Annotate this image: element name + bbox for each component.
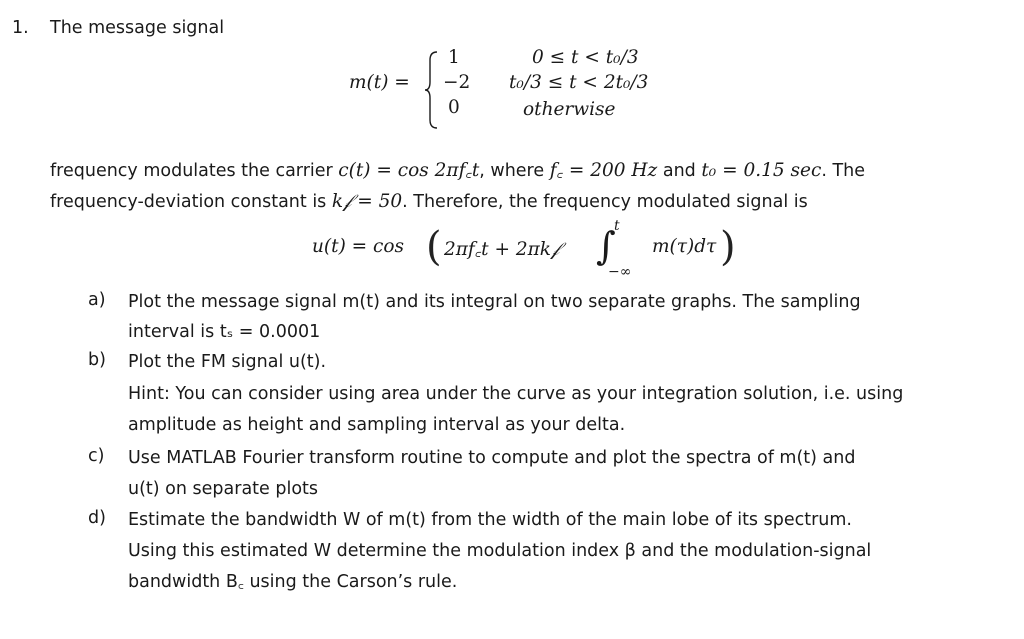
part-c-label: c)	[88, 446, 105, 466]
part-a-label: a)	[88, 290, 106, 310]
part-a-line-2: interval is tₛ = 0.0001	[128, 322, 321, 342]
t0-equation: t₀ = 0.15 sec	[701, 160, 822, 181]
fm-argument: 2πf꜀t + 2πk𝒻	[444, 239, 560, 260]
part-d-label: d)	[88, 508, 106, 528]
left-paren: (	[426, 224, 442, 270]
fm-lhs: u(t) = cos	[312, 236, 405, 257]
integrand: m(τ)dτ	[652, 236, 717, 257]
cases-brace	[424, 50, 440, 130]
right-paren: )	[720, 224, 736, 270]
integral-sign: ∫	[596, 224, 616, 268]
case-condition-3: otherwise	[523, 99, 616, 120]
part-b-line-1: Plot the FM signal u(t).	[128, 352, 327, 372]
case-value-3: 0	[448, 97, 460, 118]
para-text-2b: . Therefore, the frequency modulated signal is	[402, 192, 808, 212]
para-text-1b: , where	[479, 161, 550, 181]
part-a-line-1: Plot the message signal m(t) and its integral on two separate graphs. The sampling	[128, 292, 861, 312]
part-c-line-2: u(t) on separate plots	[128, 479, 319, 499]
integral-lower-limit: −∞	[608, 264, 632, 280]
fc-equation: f꜀ = 200 Hz	[549, 160, 658, 181]
problem-number: 1.	[12, 18, 29, 38]
case-value-2: −2	[443, 72, 471, 93]
case-condition-1: 0 ≤ t < t₀/3	[532, 47, 639, 68]
part-d-line-3: bandwidth B꜀ using the Carson’s rule.	[128, 572, 458, 592]
part-b-line-3: amplitude as height and sampling interval as your delta.	[128, 415, 626, 435]
kf-equation: k𝒻 = 50	[331, 191, 403, 212]
para-text-1a: frequency modulates the carrier	[50, 161, 339, 181]
part-b-label: b)	[88, 350, 106, 370]
paragraph-line-1	[50, 159, 865, 183]
para-text-2a: frequency-deviation constant is	[50, 192, 332, 212]
case-value-1: 1	[448, 47, 460, 68]
part-c-line-1: Use MATLAB Fourier transform routine to compute and plot the spectra of m(t) and	[128, 448, 856, 468]
msg-lhs: m(t) =	[349, 72, 410, 93]
problem-intro: The message signal	[50, 18, 225, 38]
para-text-1c: and	[657, 161, 702, 181]
paragraph-line-2	[50, 190, 808, 214]
part-d-line-1: Estimate the bandwidth W of m(t) from the width of the main lobe of its spectrum.	[128, 510, 852, 530]
part-b-line-2: Hint: You can consider using area under the curve as your integration solution, i.e. using	[128, 384, 904, 404]
part-d-line-2: Using this estimated W determine the modulation index β and the modulation-signal	[128, 541, 872, 561]
integral-upper-limit: t	[614, 218, 620, 234]
case-condition-2: t₀/3 ≤ t < 2t₀/3	[509, 72, 649, 93]
para-text-1d: . The	[821, 161, 866, 181]
carrier-equation: c(t) = cos 2πf꜀t	[338, 160, 480, 181]
